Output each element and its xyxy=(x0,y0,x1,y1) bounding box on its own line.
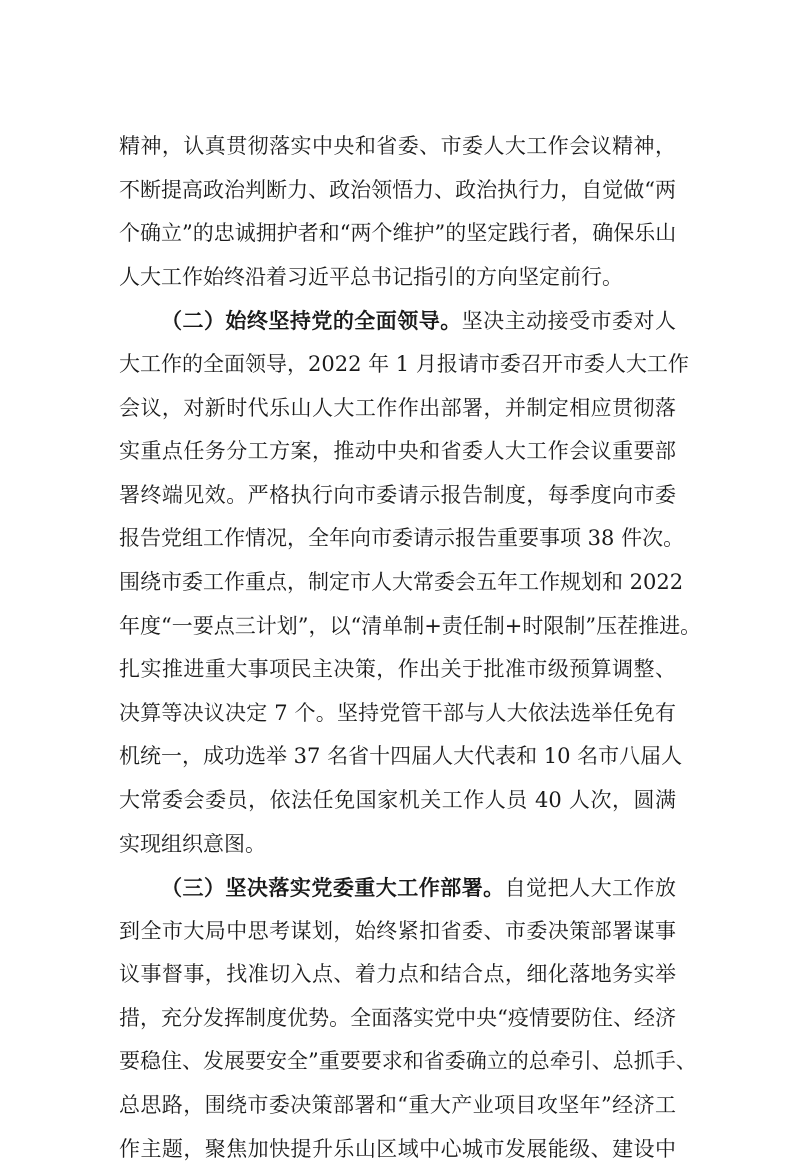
text-line: 决算等决议决定 7 个。坚持党管干部与人大依法选举任免有 xyxy=(119,700,676,725)
text-line: 大常委会委员，依法任免国家机关工作人员 40 人次，圆满 xyxy=(119,787,676,812)
section-heading: （二）始终坚持党的全面领导。 xyxy=(161,308,462,334)
text-line: 机统一，成功选举 37 名省十四届人大代表和 10 名市八届人 xyxy=(119,744,683,769)
text-line: 实现组织意图。 xyxy=(119,831,266,856)
text-line xyxy=(119,866,676,910)
text-line: 实重点任务分工方案，推动中央和省委人大工作会议重要部 xyxy=(119,439,676,464)
text-run: 自觉把人大工作放 xyxy=(504,876,677,901)
text-line: 大工作的全面领导，2022 年 1 月报请市委召开市委人大工作 xyxy=(119,351,689,376)
text-line: 作主题，聚焦加快提升乐山区域中心城市发展能级、建设中 xyxy=(119,1136,676,1161)
text-line: 措，充分发挥制度优势。全面落实党中央“疫情要防住、经济 xyxy=(119,1005,676,1030)
text-run: 坚决主动接受市委对人 xyxy=(461,309,677,334)
text-line: 到全市大局中思考谋划，始终紧扣省委、市委决策部署谋事 xyxy=(119,918,676,943)
text-line: 议事督事，找准切入点、着力点和结合点，细化落地务实举 xyxy=(119,962,676,987)
text-line: 个确立”的忠诚拥护者和“两个维护”的坚定践行者，确保乐山 xyxy=(119,221,677,246)
text-line: 不断提高政治判断力、政治领悟力、政治执行力，自觉做“两 xyxy=(119,177,676,202)
section-heading: （三）坚决落实党委重大工作部署。 xyxy=(161,875,505,901)
paragraph-2 xyxy=(119,299,702,866)
text-line: 年度“一要点三计划”，以“清单制+责任制+时限制”压茬推进。 xyxy=(119,613,702,638)
paragraph-3 xyxy=(119,866,697,1171)
paragraph-1 xyxy=(119,125,676,299)
text-line: 会议，对新时代乐山人大工作作出部署，并制定相应贯彻落 xyxy=(119,395,676,420)
text-line: 署终端见效。严格执行向市委请示报告制度，每季度向市委 xyxy=(119,482,676,507)
text-line: 扎实推进重大事项民主决策，作出关于批准市级预算调整、 xyxy=(119,657,676,682)
text-line: 总思路，围绕市委决策部署和“重大产业项目攻坚年”经济工 xyxy=(119,1093,676,1118)
document-page xyxy=(119,125,702,1171)
text-line xyxy=(119,299,676,343)
text-line: 人大工作始终沿着习近平总书记指引的方向坚定前行。 xyxy=(119,264,623,289)
text-line: 精神，认真贯彻落实中央和省委、市委人大工作会议精神， xyxy=(119,134,676,158)
text-line: 报告党组工作情况，全年向市委请示报告重要事项 38 件次。 xyxy=(119,526,685,551)
text-line: 要稳住、发展要安全”重要要求和省委确立的总牵引、总抓手、 xyxy=(119,1049,697,1074)
text-line: 围绕市委工作重点，制定市人大常委会五年工作规划和 2022 xyxy=(119,569,684,594)
